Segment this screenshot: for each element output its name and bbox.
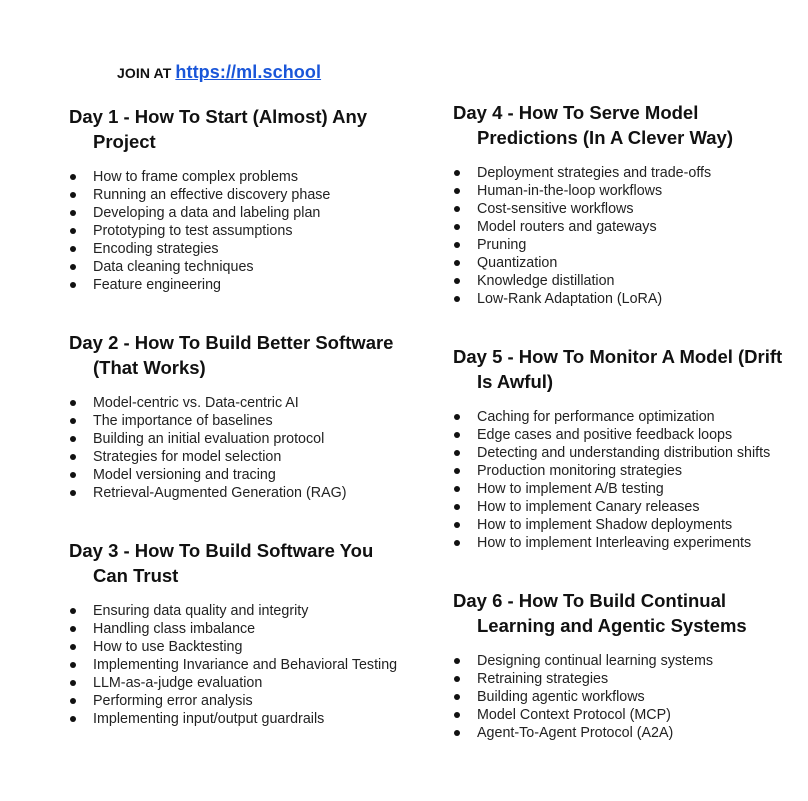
topic-item: Feature engineering xyxy=(69,276,399,294)
topic-item: How to frame complex problems xyxy=(69,168,399,186)
topic-item: Model routers and gateways xyxy=(453,218,783,236)
day-6-title: Day 6 - How To Build Continual Learning and Agentic Systems xyxy=(453,590,747,636)
topic-item: How to implement Interleaving experiments xyxy=(453,534,783,552)
topic-item: Data cleaning techniques xyxy=(69,258,399,276)
day-5-title: Day 5 - How To Monitor A Model (Drift Is Awful) xyxy=(453,346,783,392)
topic-item: Quantization xyxy=(453,254,783,272)
topic-item: Running an effective discovery phase xyxy=(69,186,399,204)
topic-item: Detecting and understanding distribution shifts xyxy=(453,444,783,462)
topic-item: How to implement Shadow deployments xyxy=(453,516,783,534)
day-3-section xyxy=(69,538,399,728)
topic-item: Deployment strategies and trade-offs xyxy=(453,164,783,182)
day-2-section xyxy=(69,330,399,502)
topic-item: Low-Rank Adaptation (LoRA) xyxy=(453,290,783,308)
day-6-topics xyxy=(453,652,783,742)
topic-item: Knowledge distillation xyxy=(453,272,783,290)
join-label: JOIN AT xyxy=(117,65,172,81)
ml-school-link[interactable]: https://ml.school xyxy=(175,62,322,82)
topic-item: Ensuring data quality and integrity xyxy=(69,602,399,620)
topic-item: How to use Backtesting xyxy=(69,638,399,656)
day-1-topics xyxy=(69,168,399,294)
topic-item: Cost-sensitive workflows xyxy=(453,200,783,218)
day-1-title: Day 1 - How To Start (Almost) Any Project xyxy=(69,106,368,152)
topic-item: Developing a data and labeling plan xyxy=(69,204,399,222)
topic-item: Model Context Protocol (MCP) xyxy=(453,706,783,724)
day-1-section xyxy=(69,104,399,294)
topic-item: How to implement Canary releases xyxy=(453,498,783,516)
day-2-topics xyxy=(69,394,399,502)
topic-item: Building agentic workflows xyxy=(453,688,783,706)
topic-item: Encoding strategies xyxy=(69,240,399,258)
day-4-topics xyxy=(453,164,783,308)
topic-item: Model versioning and tracing xyxy=(69,466,399,484)
day-5-section xyxy=(453,344,783,552)
topic-item: Implementing Invariance and Behavioral Testing xyxy=(69,656,399,674)
topic-item: Retraining strategies xyxy=(453,670,783,688)
topic-item: LLM-as-a-judge evaluation xyxy=(69,674,399,692)
day-4-title: Day 4 - How To Serve Model Predictions (In A Clever Way) xyxy=(453,102,733,148)
topic-item: Edge cases and positive feedback loops xyxy=(453,426,783,444)
topic-item: Human-in-the-loop workflows xyxy=(453,182,783,200)
topic-item: Performing error analysis xyxy=(69,692,399,710)
day-3-topics xyxy=(69,602,399,728)
topic-item: Building an initial evaluation protocol xyxy=(69,430,399,448)
topic-item: How to implement A/B testing xyxy=(453,480,783,498)
topic-item: Model-centric vs. Data-centric AI xyxy=(69,394,399,412)
day-4-section xyxy=(453,100,783,308)
day-6-section xyxy=(453,588,783,742)
topic-item: Pruning xyxy=(453,236,783,254)
right-column xyxy=(453,100,783,778)
topic-item: Strategies for model selection xyxy=(69,448,399,466)
topic-item: Retrieval-Augmented Generation (RAG) xyxy=(69,484,399,502)
left-column xyxy=(69,104,399,764)
day-3-title: Day 3 - How To Build Software You Can Trust xyxy=(69,540,374,586)
topic-item: Handling class imbalance xyxy=(69,620,399,638)
day-2-title: Day 2 - How To Build Better Software (That Works) xyxy=(69,332,394,378)
topic-item: Production monitoring strategies xyxy=(453,462,783,480)
topic-item: Implementing input/output guardrails xyxy=(69,710,399,728)
topic-item: Designing continual learning systems xyxy=(453,652,783,670)
topic-item: Caching for performance optimization xyxy=(453,408,783,426)
topic-item: The importance of baselines xyxy=(69,412,399,430)
day-5-topics xyxy=(453,408,783,552)
topic-item: Prototyping to test assumptions xyxy=(69,222,399,240)
topic-item: Agent-To-Agent Protocol (A2A) xyxy=(453,724,783,742)
join-banner xyxy=(117,62,321,83)
